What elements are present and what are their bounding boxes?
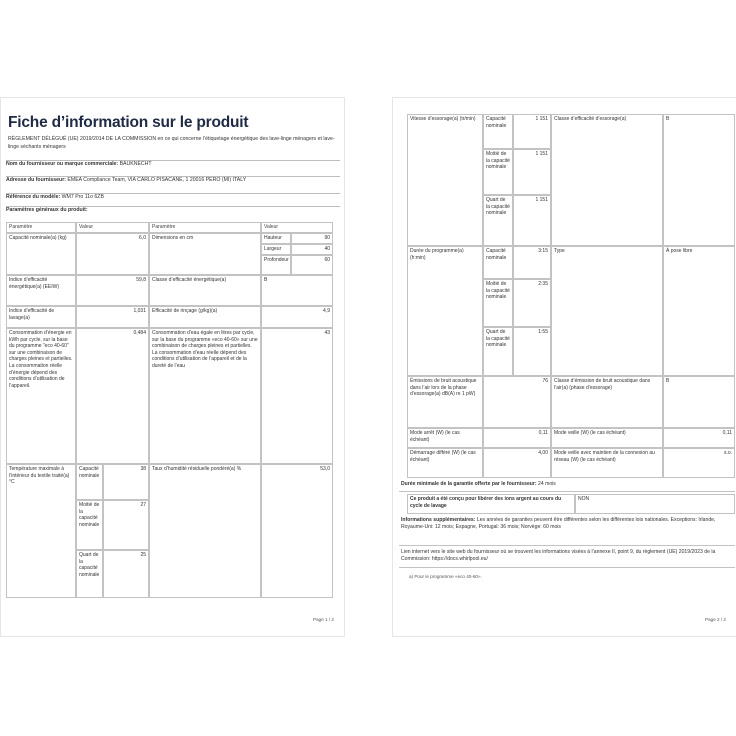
regulation-ref: RÈGLEMENT DÉLÉGUÉ (UE) 2019/2014 DE LA COMMISSION bbox=[8, 136, 157, 142]
energy-class-value: B bbox=[261, 275, 333, 306]
page-footer-1: Page 1 / 2 bbox=[313, 617, 334, 622]
table-header-value2: Valeur bbox=[261, 222, 333, 233]
table-header-param: Paramètre bbox=[6, 222, 76, 233]
silver-ions-value: NON bbox=[575, 494, 735, 514]
noise-class-label: Classe d’émission de bruit acoustique dans l’air(a) (phase d’essorage) bbox=[551, 376, 663, 428]
spin-cap-half-label: Moitié de la capacité nominale bbox=[483, 149, 513, 195]
spin-speed-label: Vitesse d’essorage(a) (tr/min) bbox=[407, 114, 483, 246]
general-params-row bbox=[6, 206, 340, 217]
general-params-label: Paramètres généraux du produit: bbox=[6, 207, 88, 213]
supplier-name-label: Nom du fournisseur ou marque commerciale: bbox=[6, 161, 119, 167]
supplier-address-label: Adresse du fournisseur: bbox=[6, 177, 66, 183]
document-page-1 bbox=[0, 97, 345, 637]
moisture-label: Taux d’humidité résiduelle pondéré(a) % bbox=[149, 464, 261, 598]
off-mode-value: 0,11 bbox=[483, 428, 551, 448]
capacity-value: 6,0 bbox=[76, 233, 149, 275]
spin-half-value: 1 151 bbox=[513, 149, 551, 195]
model-row bbox=[6, 193, 340, 204]
duration-half-value: 2:35 bbox=[513, 279, 551, 327]
type-label: Type bbox=[551, 246, 663, 376]
spin-cap-nominal-label: Capacité nominale bbox=[483, 114, 513, 149]
standby-label: Mode veille (W) (le cas échéant) bbox=[551, 428, 663, 448]
max-temperature-label: Température maximale à l’intérieur du textile traité(a) °C bbox=[6, 464, 76, 598]
capacity-nominal-label: Capacité nominale bbox=[76, 464, 103, 500]
water-consumption-label: Consommation d’eau égale en litres par cycle, sur la base du programme «eco 40-60» sur une combinaison de charges pleines et partielles. La consommation d’eau réelle dépend des conditions d’utilisation de l’appareil et de la dureté de l’eau bbox=[149, 328, 261, 464]
warranty-value: 24 mois bbox=[538, 481, 556, 487]
noise-emission-value: 76 bbox=[483, 376, 551, 428]
supplier-link-row: Lien internet vers le site web du fournisseur où se trouvent les informations visées à l’annexe II, point 9, du règlement (UE) 2019/2023 de la Commission: https://docs.whirlpool.eu/ bbox=[399, 548, 735, 568]
rinsing-label: Efficacité de rinçage (g/kg)(a) bbox=[149, 306, 261, 328]
table-header-param2: Paramètre bbox=[149, 222, 261, 233]
capacity-label: Capacité nominale(a) (kg) bbox=[6, 233, 76, 275]
temp-full-value: 38 bbox=[103, 464, 149, 500]
eei-label: Indice d’efficacité énergétique(a) (EEIW) bbox=[6, 275, 76, 306]
network-standby-label: Mode veille avec maintien de la connexion au réseau (W) (le cas échéant) bbox=[551, 448, 663, 478]
spin-class-value: B bbox=[663, 114, 735, 246]
silver-ions-label: Ce produit a été conçu pour libérer des ions argent au cours du cycle de lavage bbox=[407, 494, 575, 514]
washing-index-value: 1,031 bbox=[76, 306, 149, 328]
height-value: 90 bbox=[291, 233, 333, 244]
energy-class-label: Classe d’efficacité énergétique(a) bbox=[149, 275, 261, 306]
type-value: À pose libre bbox=[663, 246, 735, 376]
depth-label: Profondeur bbox=[261, 255, 291, 275]
depth-value: 60 bbox=[291, 255, 333, 275]
delay-start-value: 4,00 bbox=[483, 448, 551, 478]
duration-cap-half-label: Moitié de la capacité nominale bbox=[483, 279, 513, 327]
spin-cap-quarter-label: Quart de la capacité nominale bbox=[483, 195, 513, 246]
page-title: Fiche d’information sur le produit bbox=[8, 114, 249, 131]
supplier-name-row bbox=[6, 160, 340, 171]
warranty-row bbox=[399, 480, 735, 492]
supplier-address-row bbox=[6, 176, 340, 187]
duration-quarter-value: 1:55 bbox=[513, 327, 551, 376]
footnote: a) Pour le programme «eco 40-60». bbox=[409, 574, 482, 579]
standby-value: 0,11 bbox=[663, 428, 735, 448]
supplier-name: BAUKNECHT bbox=[119, 161, 152, 167]
noise-emission-label: Émissions de bruit acoustique dans l’air lors de la phase d’essorage(a) dB(A) re 1 pW) bbox=[407, 376, 483, 428]
duration-cap-nominal-label: Capacité nominale bbox=[483, 246, 513, 279]
programme-duration-label: Durée du programme(a) (h:min) bbox=[407, 246, 483, 376]
model-label: Référence du modèle: bbox=[6, 194, 61, 200]
rinsing-value: 4,9 bbox=[261, 306, 333, 328]
model-id: WM7 Pro 11o 6ZB bbox=[61, 194, 104, 200]
duration-full-value: 3:15 bbox=[513, 246, 551, 279]
duration-cap-quarter-label: Quart de la capacité nominale bbox=[483, 327, 513, 376]
moisture-value: 53,0 bbox=[261, 464, 333, 598]
table-header-value: Valeur bbox=[76, 222, 149, 233]
delay-start-label: Démarrage différé (W) (le cas échéant) bbox=[407, 448, 483, 478]
height-label: Hauteur bbox=[261, 233, 291, 244]
energy-consumption-label: Consommation d’énergie en kWh par cycle, sur la base du programme "eco 40-60" sur une combinaison de charges pleines et partielles. La consommation réelle d’énergie dépend des conditions d’utilisation de l’appareil. bbox=[6, 328, 76, 464]
capacity-quarter-label: Quart de la capacité nominale bbox=[76, 550, 103, 598]
document-page-2 bbox=[392, 97, 736, 637]
spin-quarter-value: 1 151 bbox=[513, 195, 551, 246]
energy-consumption-value: 0,484 bbox=[76, 328, 149, 464]
off-mode-label: Mode arrêt (W) (le cas échéant) bbox=[407, 428, 483, 448]
temp-half-value: 27 bbox=[103, 500, 149, 550]
noise-class-value: B bbox=[663, 376, 735, 428]
warranty-label: Durée minimale de la garantie offerte par le fournisseur: bbox=[401, 481, 537, 487]
water-consumption-value: 43 bbox=[261, 328, 333, 464]
eei-value: 59,8 bbox=[76, 275, 149, 306]
regulation-subtitle bbox=[8, 136, 338, 151]
spin-class-label: Classe d’efficacité d’essorage(a) bbox=[551, 114, 663, 246]
regulation-desc: en ce qui concerne l’étiquetage énergétique des lave-linge ménagers et lave-linge séchants ménagers bbox=[8, 136, 335, 150]
capacity-half-label: Moitié de la capacité nominale bbox=[76, 500, 103, 550]
additional-info-row bbox=[399, 516, 735, 546]
page-footer-2: Page 2 / 2 bbox=[705, 617, 726, 622]
additional-info-label: Informations supplémentaires: bbox=[401, 517, 476, 523]
spin-full-value: 1 151 bbox=[513, 114, 551, 149]
network-standby-value: s.o. bbox=[663, 448, 735, 478]
width-label: Largeur bbox=[261, 244, 291, 255]
dimensions-label: Dimensions en cm bbox=[149, 233, 261, 275]
supplier-address: EMEA Compliance Team, VIA CARLO PISACANE, 1 20016 PERO (MI) ITALY bbox=[67, 177, 247, 183]
width-value: 40 bbox=[291, 244, 333, 255]
temp-quarter-value: 25 bbox=[103, 550, 149, 598]
additional-info-text: Les années de garanties peuvent être différentes selon les différentes lois nationales. Exceptions: Irlande, Royaume-Uni: 12 mois; Espagne, Portugal: 36 mois; Norvège: 60 mois bbox=[401, 517, 716, 530]
washing-index-label: Indice d’efficacité de lavage(a) bbox=[6, 306, 76, 328]
